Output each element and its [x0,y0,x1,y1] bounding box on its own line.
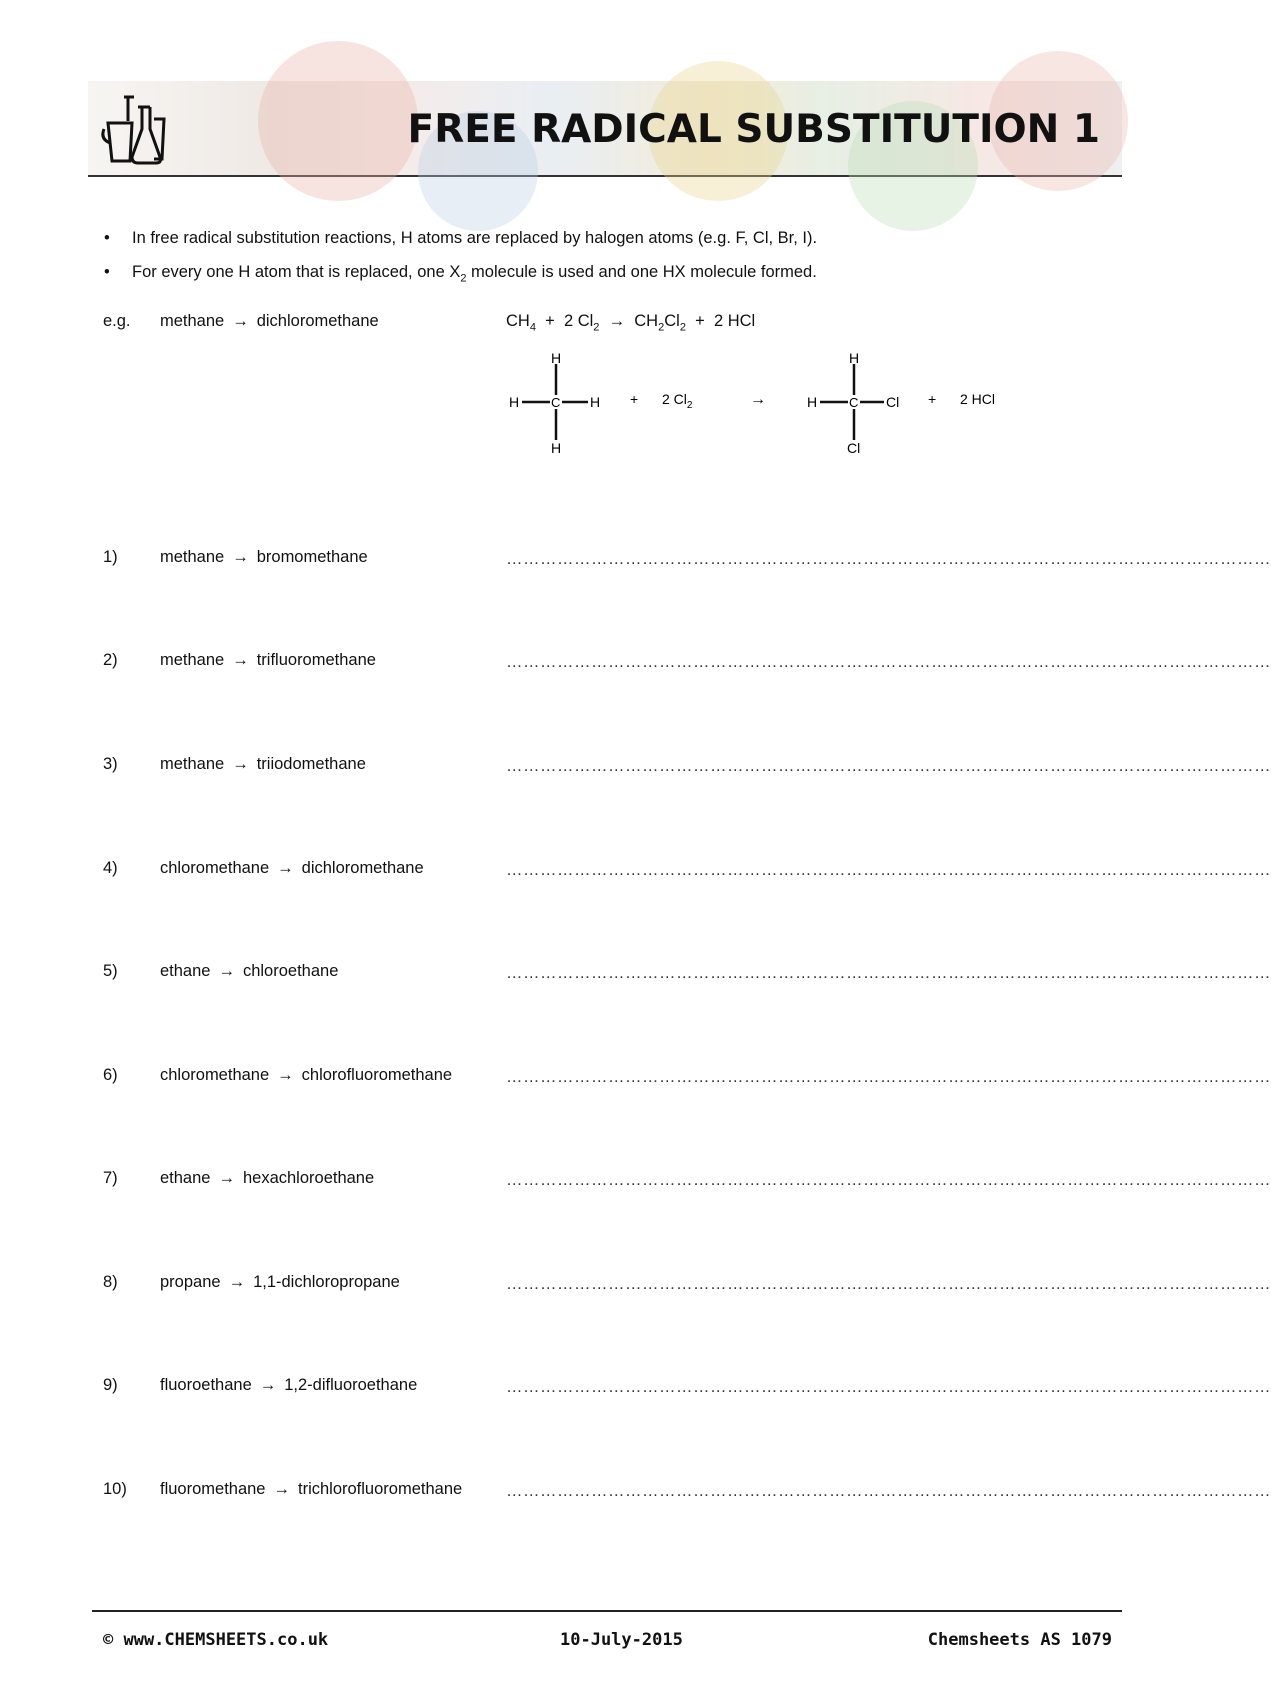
banner-decoration [258,41,418,201]
structural-formula-diagram [500,350,1020,460]
answer-line[interactable]: ……………………………………………………………………………………………………………………… [506,653,1271,671]
bullet-dot: • [104,229,110,247]
bullet-dot: • [104,263,110,281]
answer-line[interactable]: ……………………………………………………………………………………………………………………… [506,1171,1271,1189]
intro-bullets [100,228,817,296]
question-number: 5) [103,962,118,980]
methane-h-bottom: H [551,440,562,456]
question-number: 10) [103,1480,127,1498]
reagent-label: 2 $Cl_2$ [662,391,693,411]
question-number: 1) [103,548,118,566]
page-title: FREE RADICAL SUBSTITUTION 1 [407,107,1100,152]
reaction-arrow: → [750,391,766,408]
bullet-item [100,228,817,262]
question-row [103,1066,1271,1090]
footer-date: 10-July-2015 [560,1630,683,1650]
question-text: methane → bromomethane [160,548,368,566]
header-banner [88,81,1122,177]
methane-carbon: C [551,395,561,410]
answer-line[interactable]: ……………………………………………………………………………………………………………………… [506,1378,1271,1396]
question-text: fluoromethane → trichlorofluoromethane [160,1480,463,1498]
question-number: 4) [103,859,118,877]
example-reaction: methane → dichloromethane [160,312,379,330]
example-label: e.g. [103,312,131,330]
product-h-top: H [849,350,860,366]
answer-line[interactable]: ……………………………………………………………………………………………………………………… [506,861,1271,879]
methane-h-left: H [509,394,520,410]
answer-line[interactable]: ……………………………………………………………………………………………………………………… [506,1275,1271,1293]
question-row [103,548,1271,572]
question-row [103,651,1271,675]
question-row [103,1376,1271,1400]
question-number: 7) [103,1169,118,1187]
bullet-text: For every one H atom that is replaced, one $X_2$ molecule is used and one HX molecule formed. [132,263,817,285]
bullet-text: In free radical substitution reactions, H atoms are replaced by halogen atoms (e.g. F, Cl, Br, I). [132,229,818,247]
product-h-left: H [807,394,818,410]
product-cl-bottom: Cl [847,440,861,456]
question-text: chloromethane → dichloromethane [160,859,424,877]
example-equation: $CH_4 + 2$ $Cl_2 \to CH_2Cl_2 + 2$ HCl [506,312,756,334]
question-text: methane → trifluoromethane [160,651,376,669]
question-row [103,755,1271,779]
question-text: ethane → hexachloroethane [160,1169,375,1187]
bullet-item [100,262,817,296]
answer-line[interactable]: ……………………………………………………………………………………………………………………… [506,550,1271,568]
question-number: 6) [103,1066,118,1084]
question-row [103,859,1271,883]
product-cl-right: Cl [886,394,900,410]
footer-divider [92,1610,1122,1612]
question-text: ethane → chloroethane [160,962,339,980]
question-text: methane → triiodomethane [160,755,366,773]
footer-code: Chemsheets AS 1079 [927,1630,1112,1650]
answer-line[interactable]: ……………………………………………………………………………………………………………………… [506,757,1271,775]
answer-line[interactable]: ……………………………………………………………………………………………………………………… [506,1482,1271,1500]
byproduct-label: 2 HCl [960,391,996,407]
product-carbon: C [849,395,859,410]
question-text: fluoroethane → 1,2-difluoroethane [160,1376,418,1394]
question-number: 2) [103,651,118,669]
question-row [103,1169,1271,1193]
plus-sign: + [630,391,639,407]
answer-line[interactable]: ……………………………………………………………………………………………………………………… [506,964,1271,982]
question-number: 9) [103,1376,118,1394]
question-row [103,962,1271,986]
question-text: chloromethane → chlorofluoromethane [160,1066,453,1084]
question-number: 3) [103,755,118,773]
question-number: 8) [103,1273,118,1291]
methane-h-right: H [590,394,601,410]
question-row [103,1480,1271,1504]
plus-sign: + [928,391,937,407]
footer-website: © www.CHEMSHEETS.co.uk [103,1630,329,1650]
beaker-logo-icon [102,93,172,167]
answer-line[interactable]: ……………………………………………………………………………………………………………………… [506,1068,1271,1086]
question-row [103,1273,1271,1297]
methane-h-top: H [551,350,562,366]
question-text: propane → 1,1-dichloropropane [160,1273,400,1291]
